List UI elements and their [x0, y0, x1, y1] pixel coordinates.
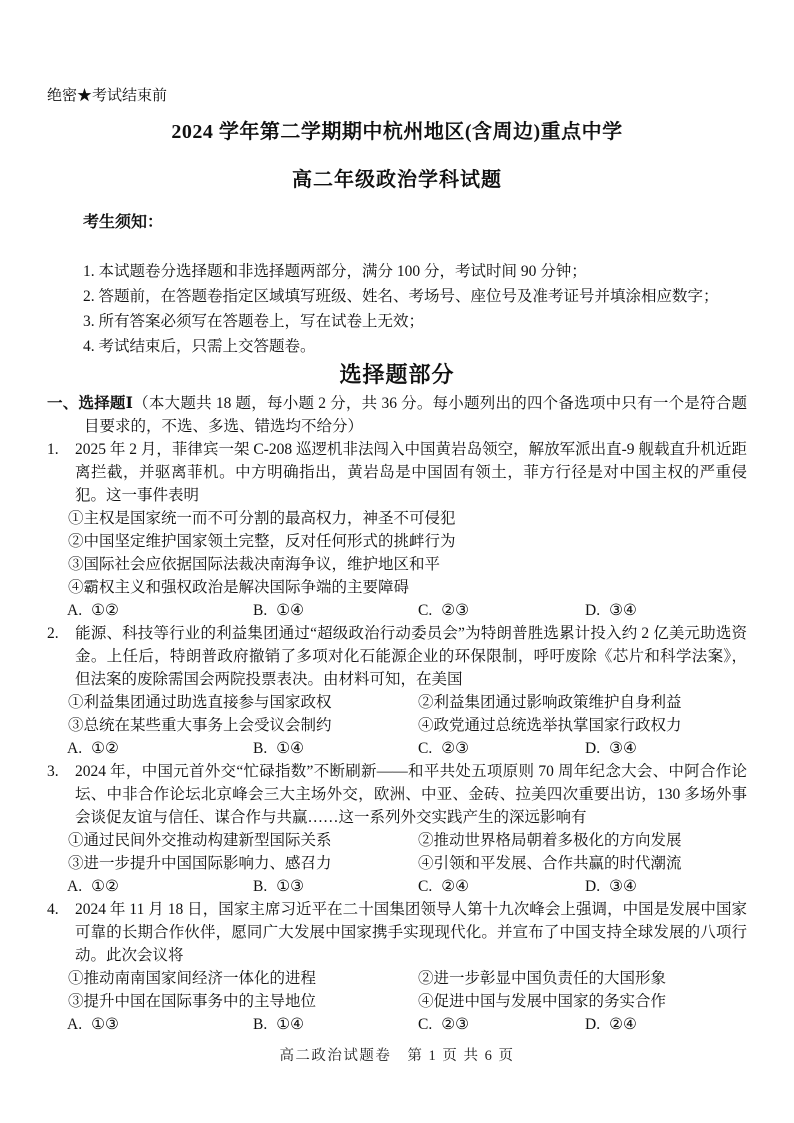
choice-label: B. — [253, 1016, 268, 1033]
choice-label: D. — [585, 740, 601, 757]
question-block-3 — [47, 760, 747, 898]
statement-line: ③进一步提升中国国际影响力、感召力 — [68, 855, 332, 872]
question-stem — [47, 898, 747, 967]
choice-value: ③④ — [609, 740, 637, 757]
statements-grid — [47, 967, 747, 1013]
part-instructions: （本大题共 18 题，每小题 2 分，共 36 分。每小题列出的四个备选项中只有一个是符合题目要求的，不选、多选、错选均不给分） — [84, 395, 747, 435]
choice-d — [585, 599, 637, 622]
part-intro — [47, 392, 747, 438]
statement-line: ①利益集团通过助选直接参与国家政权 — [68, 694, 332, 711]
choice-label: D. — [585, 878, 601, 895]
question-stem-text: 2025 年 2 月，菲律宾一架 C-208 巡逻机非法闯入中国黄岩岛领空，解放军派出直-9 舰载直升机近距离拦截，并驱离菲机。中方明确指出，黄岩岛是中国固有领土，菲方行径是对中国主权的严重侵犯。这一事件表明 — [75, 441, 747, 504]
statement-line: ③国际社会应依据国际法裁决南海争议，维护地区和平 — [68, 556, 441, 573]
choice-value: ③④ — [609, 602, 637, 619]
choice-a — [67, 1013, 253, 1036]
statement-line: ④引领和平发展、合作共赢的时代潮流 — [418, 855, 682, 872]
question-stem-text: 2024 年 11 月 18 日，国家主席习近平在二十国集团领导人第十九次峰会上强调，中国是发展中国家可靠的长期合作伙伴，愿同广大发展中国家携手实现现代化。并宣布了中国支持全球发展的八项行动。此次会议将 — [75, 901, 747, 964]
choice-value: ②③ — [441, 602, 470, 619]
choice-b — [253, 875, 418, 898]
exam-subtitle: 高二年级政治学科试题 — [292, 169, 502, 191]
notice-item: 2. 答题前，在答题卷指定区域填写班级、姓名、考场号、座位号及准考证号并填涂相应数字； — [83, 288, 719, 305]
notice-item: 1. 本试题卷分选择题和非选择题两部分，满分 100 分，考试时间 90 分钟； — [83, 263, 587, 280]
choice-row — [47, 599, 747, 622]
choice-value: ①② — [91, 602, 119, 619]
choice-value: ①③ — [276, 878, 305, 895]
choice-label: D. — [585, 1016, 601, 1033]
choice-value: ①③ — [91, 1016, 119, 1033]
statement-line: ④促进中国与发展中国家的务实合作 — [418, 993, 667, 1010]
choice-value: ①④ — [276, 740, 305, 757]
choice-a — [67, 875, 253, 898]
choice-label: D. — [585, 602, 601, 619]
choice-label: C. — [418, 1016, 433, 1033]
choice-value: ①② — [91, 740, 119, 757]
choice-label: C. — [418, 602, 433, 619]
choice-d — [585, 875, 637, 898]
choice-value: ①④ — [276, 1016, 305, 1033]
statement-line: ③总统在某些重大事务上会受议会制约 — [68, 717, 332, 734]
question-number: 1. — [47, 441, 59, 458]
choice-b — [253, 1013, 418, 1036]
statement-line: ③提升中国在国际事务中的主导地位 — [68, 993, 317, 1010]
question-block-1 — [47, 438, 747, 622]
choice-b — [253, 599, 418, 622]
choice-label: B. — [253, 740, 268, 757]
notice-item: 3. 所有答案必须写在答题卷上，写在试卷上无效； — [83, 313, 425, 330]
statement-line: ②中国坚定维护国家领土完整，反对任何形式的挑衅行为 — [68, 533, 456, 550]
question-stem — [47, 438, 747, 507]
question-stem-text: 2024 年，中国元首外交“忙碌指数”不断刷新——和平共处五项原则 70 周年纪念大会、中阿合作论坛、中非合作论坛北京峰会三大主场外交，欧洲、中亚、金砖、拉美四次重要出访，130 多场外事会谈促友谊与信任、谋合作与共赢……这一系列外交实践产生的深远影响有 — [75, 763, 747, 826]
choice-value: ②④ — [609, 1016, 637, 1033]
statements-list — [47, 507, 747, 599]
choice-c — [418, 599, 585, 622]
statement-line: ①推动南南国家间经济一体化的进程 — [68, 970, 317, 987]
choice-value: ①④ — [276, 602, 305, 619]
choice-label: C. — [418, 740, 433, 757]
choice-label: B. — [253, 878, 268, 895]
statement-line: ④霸权主义和强权政治是解决国际争端的主要障碍 — [68, 579, 410, 596]
statement-line: ②推动世界格局朝着多极化的方向发展 — [418, 832, 682, 849]
choice-row — [47, 1013, 747, 1036]
exam-title: 2024 学年第二学期期中杭州地区(含周边)重点中学 — [171, 121, 623, 143]
security-label: 绝密★考试结束前 — [47, 88, 168, 104]
choice-value: ①② — [91, 878, 119, 895]
question-stem-text: 能源、科技等行业的利益集团通过“超级政治行动委员会”为特朗普胜选累计投入约 2 亿美元助选资金。上任后，特朗普政府撤销了多项对化石能源企业的环保限制，呼吁废除《芯片和科学法案》，但法案的废除需国会两院投票表决。由材料可知，在美国 — [75, 625, 747, 688]
choice-row — [47, 875, 747, 898]
notice-list — [83, 259, 747, 359]
notice-heading: 考生须知： — [83, 214, 164, 231]
choice-label: A. — [67, 1016, 83, 1033]
question-stem — [47, 760, 747, 829]
statement-line: ②利益集团通过影响政策维护自身利益 — [418, 694, 682, 711]
question-number: 3. — [47, 763, 59, 780]
choice-label: A. — [67, 740, 83, 757]
choice-c — [418, 875, 585, 898]
question-number: 4. — [47, 901, 59, 918]
notice-item: 4. 考试结束后，只需上交答题卷。 — [83, 338, 316, 355]
choice-value: ③④ — [609, 878, 637, 895]
choice-a — [67, 599, 253, 622]
statements-grid — [47, 691, 747, 737]
section-heading: 选择题部分 — [339, 362, 455, 387]
choice-label: A. — [67, 602, 83, 619]
question-block-2 — [47, 622, 747, 760]
choice-d — [585, 737, 637, 760]
part-label: 一、选择题Ⅰ — [47, 395, 134, 412]
question-block-4 — [47, 898, 747, 1036]
choice-c — [418, 737, 585, 760]
choice-label: B. — [253, 602, 268, 619]
statement-line: ②进一步彰显中国负责任的大国形象 — [418, 970, 667, 987]
choice-label: C. — [418, 878, 433, 895]
statement-line: ①通过民间外交推动构建新型国际关系 — [68, 832, 332, 849]
choice-c — [418, 1013, 585, 1036]
choice-a — [67, 737, 253, 760]
choice-label: A. — [67, 878, 83, 895]
choice-b — [253, 737, 418, 760]
choice-value: ②④ — [441, 878, 470, 895]
choice-row — [47, 737, 747, 760]
statements-grid — [47, 829, 747, 875]
question-number: 2. — [47, 625, 59, 642]
choice-value: ②③ — [441, 1016, 470, 1033]
choice-d — [585, 1013, 637, 1036]
choice-value: ②③ — [441, 740, 470, 757]
question-stem — [47, 622, 747, 691]
page-footer: 高二政治试题卷 第 1 页 共 6 页 — [279, 1048, 515, 1064]
statement-line: ①主权是国家统一而不可分割的最高权力，神圣不可侵犯 — [68, 510, 456, 527]
statement-line: ④政党通过总统选举执掌国家行政权力 — [418, 717, 682, 734]
